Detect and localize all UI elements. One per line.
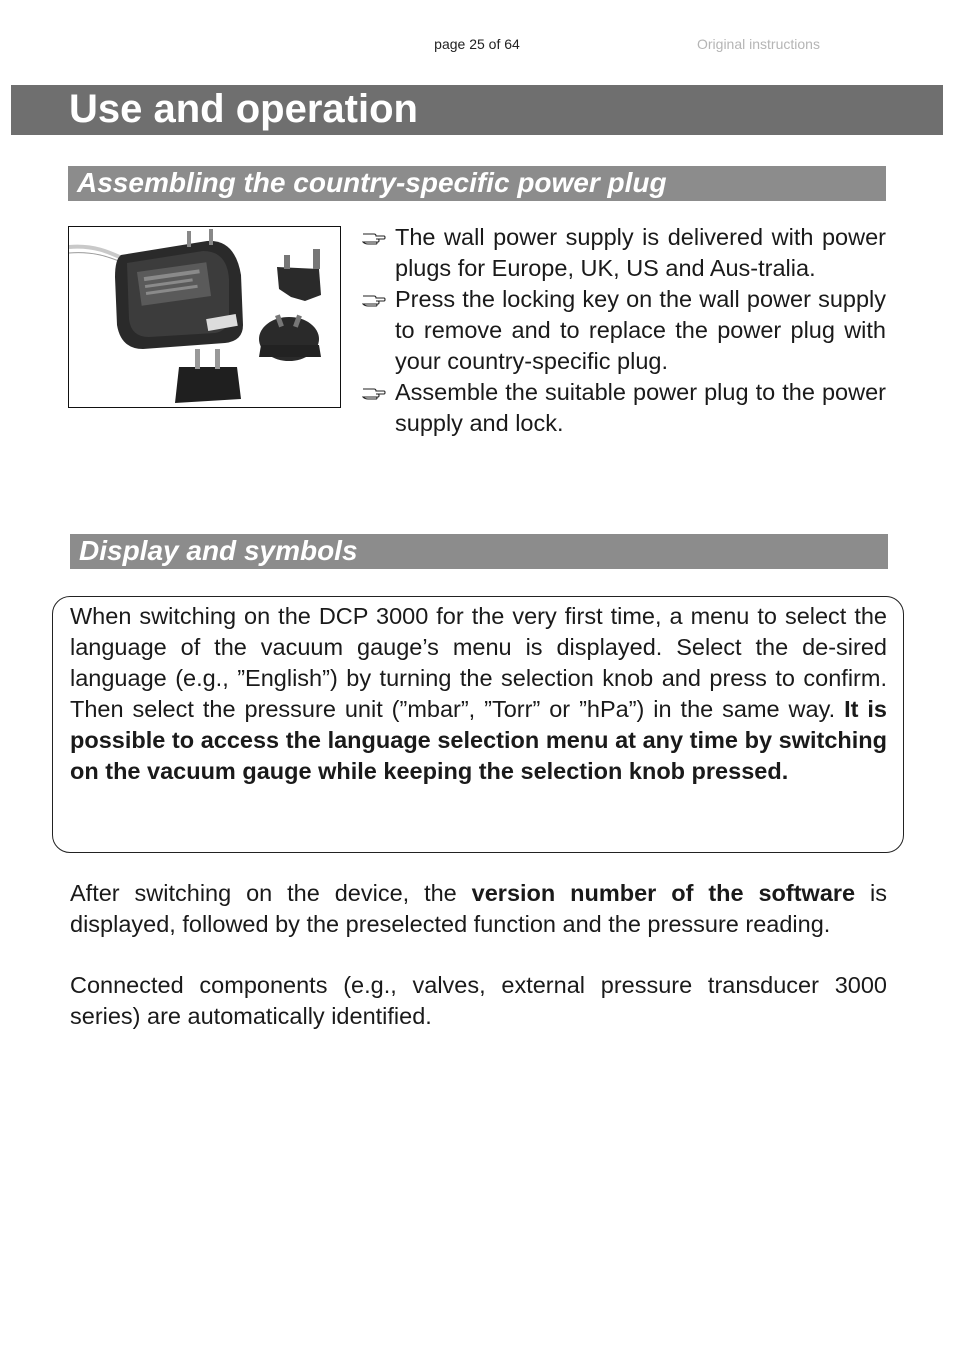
para-text: is displayed, followed by the preselected function and the pressure reading. bbox=[70, 880, 888, 937]
chapter-title: Use and operation bbox=[69, 87, 418, 131]
chapter-header-bar bbox=[11, 85, 943, 135]
bullet-text: Press the locking key on the wall power supply to remove and to replace the power plug with your country-specific plug. bbox=[395, 286, 886, 374]
note-bold-text: It is possible to access the language selection menu at any time by switching on the vacuum gauge while keeping the selection knob pressed. bbox=[70, 696, 887, 784]
note-body: When switching on the DCP 3000 for the very first time, a menu to select the language of the vacuum gauge’s menu is displayed. Select the de-sired language (e.g., ”English”) by turning the selection knob and press to confirm. Then select the pressure unit (”mbar”, ”Torr” or ”hPa”) in the same way. bbox=[70, 603, 887, 722]
components-paragraph: Connected components (e.g., valves, external pressure transducer 3000 series) are automatically identified. bbox=[70, 972, 887, 1029]
software-version-paragraph bbox=[70, 878, 887, 940]
section-header-power-plug bbox=[68, 166, 886, 201]
page-number: page 25 of 64 bbox=[434, 36, 520, 52]
pointing-hand-icon bbox=[362, 231, 386, 245]
power-plug-instructions bbox=[360, 222, 886, 439]
para-bold-text: version number of the software bbox=[471, 880, 856, 906]
pointing-hand-icon bbox=[362, 293, 386, 307]
section-title-display: Display and symbols bbox=[79, 535, 358, 566]
para-text: After switching on the device, the bbox=[70, 880, 457, 906]
list-item bbox=[360, 222, 886, 284]
original-instructions-note: Original instructions bbox=[697, 36, 820, 52]
bullet-text: The wall power supply is delivered with power plugs for Europe, UK, US and Aus-tralia. bbox=[395, 224, 886, 281]
section-header-display bbox=[70, 534, 888, 569]
list-item bbox=[360, 377, 886, 439]
bullet-text: Assemble the suitable power plug to the power supply and lock. bbox=[395, 379, 886, 436]
power-supply-photo bbox=[68, 226, 341, 408]
list-item bbox=[360, 284, 886, 377]
pointing-hand-icon bbox=[362, 386, 386, 400]
section-title-power-plug: Assembling the country-specific power plug bbox=[77, 167, 667, 198]
note-text bbox=[70, 601, 887, 787]
